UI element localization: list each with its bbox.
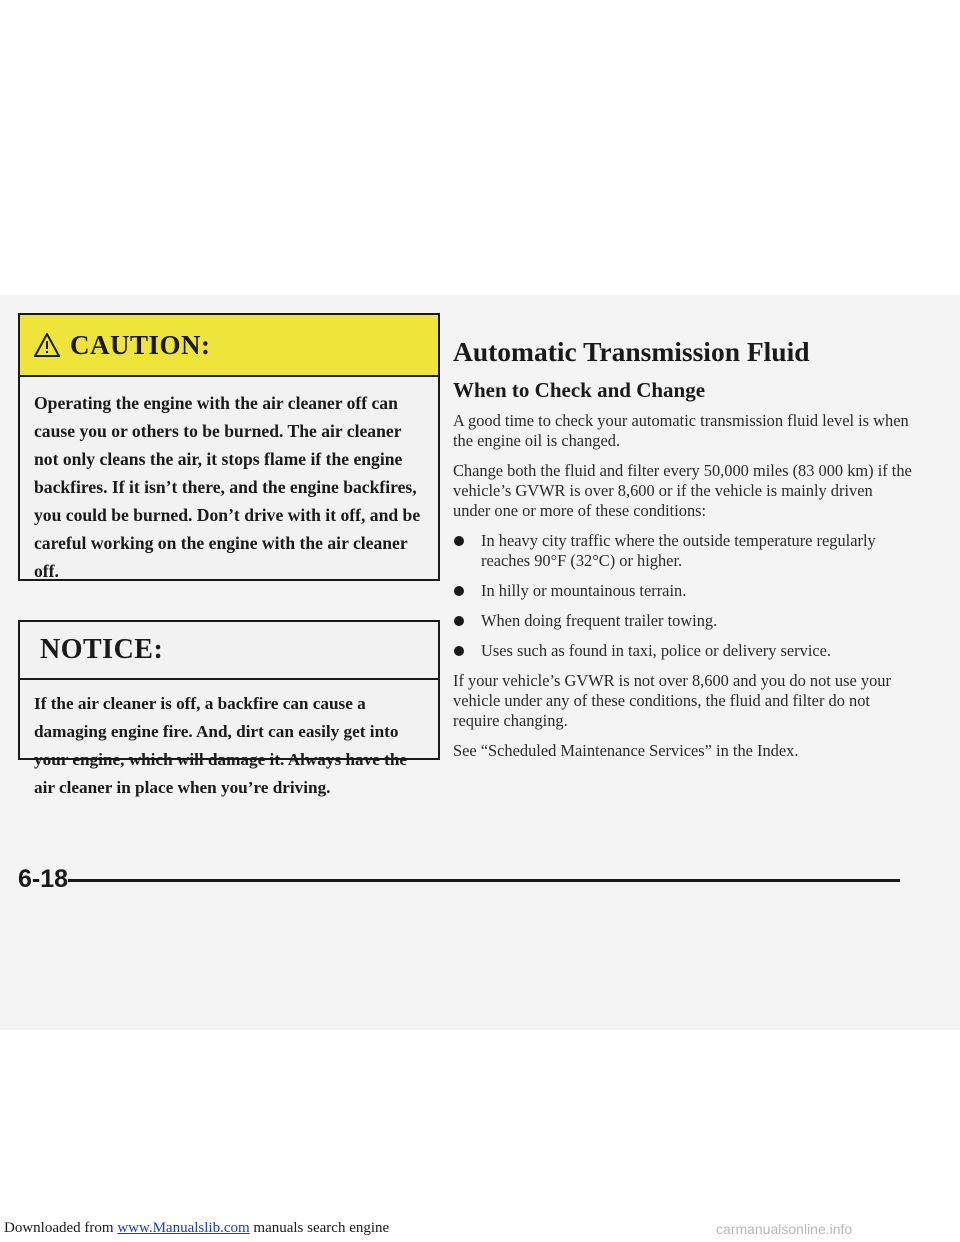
- manualslib-link[interactable]: www.Manualslib.com: [117, 1220, 250, 1236]
- download-note: [4, 1220, 389, 1237]
- caution-header: [20, 315, 438, 377]
- section-title: Automatic Transmission Fluid: [453, 336, 810, 367]
- list-item: When doing frequent trailer towing.: [453, 611, 913, 631]
- caution-text: Operating the engine with the air cleaner off can cause you or others to be burned. The air cleaner not only cleans the air, it stops flame if the engine backfires. If it isn’t there, and the engine backfires, you could be burned. Don’t drive with it off, and be careful working on the engine with the air cleaner off.: [34, 393, 421, 581]
- paragraph-see-index: See “Scheduled Maintenance Services” in the Index.: [453, 741, 799, 760]
- notice-text: If the air cleaner is off, a backfire can cause a damaging engine fire. And, dirt can easily get into your engine, which will damage it. Always have the air cleaner in place when you’re driving.: [34, 694, 408, 797]
- notice-box: [18, 620, 440, 797]
- warning-triangle-icon: [34, 333, 60, 357]
- watermark: carmanualsonline.info: [716, 1221, 853, 1237]
- list-item: Uses such as found in taxi, police or delivery service.: [453, 641, 913, 661]
- content-column: [453, 335, 913, 771]
- list-item: In hilly or mountainous terrain.: [453, 581, 913, 601]
- section-subtitle: When to Check and Change: [453, 378, 706, 402]
- bullet-icon: [454, 616, 464, 626]
- page-number: 6-18: [18, 865, 69, 893]
- list-item: In heavy city traffic where the outside temperature regularly reaches 90°F (32°C) or higher.: [453, 531, 913, 571]
- notice-header: [20, 622, 438, 680]
- conditions-list: [453, 531, 913, 661]
- paragraph-change-interval: Change both the fluid and filter every 50,000 miles (83 000 km) if the vehicle’s GVWR is over 8,600 or if the vehicle is mainly driven under one or more of these conditions:: [453, 461, 912, 520]
- bullet-icon: [454, 536, 464, 546]
- paragraph-check-timing: A good time to check your automatic transmission fluid level is when the engine oil is changed.: [453, 411, 909, 450]
- paragraph-no-change: If your vehicle’s GVWR is not over 8,600 and you do not use your vehicle under any of these conditions, the fluid and filter do not require changing.: [453, 671, 891, 730]
- download-prefix: Downloaded from: [4, 1220, 118, 1236]
- bullet-icon: [454, 586, 464, 596]
- caution-box: [18, 313, 440, 581]
- footer-rule: [68, 879, 900, 882]
- notice-title: NOTICE:: [40, 634, 164, 665]
- bullet-icon: [454, 646, 464, 656]
- download-suffix: manuals search engine: [249, 1220, 390, 1236]
- caution-title: CAUTION:: [70, 329, 211, 360]
